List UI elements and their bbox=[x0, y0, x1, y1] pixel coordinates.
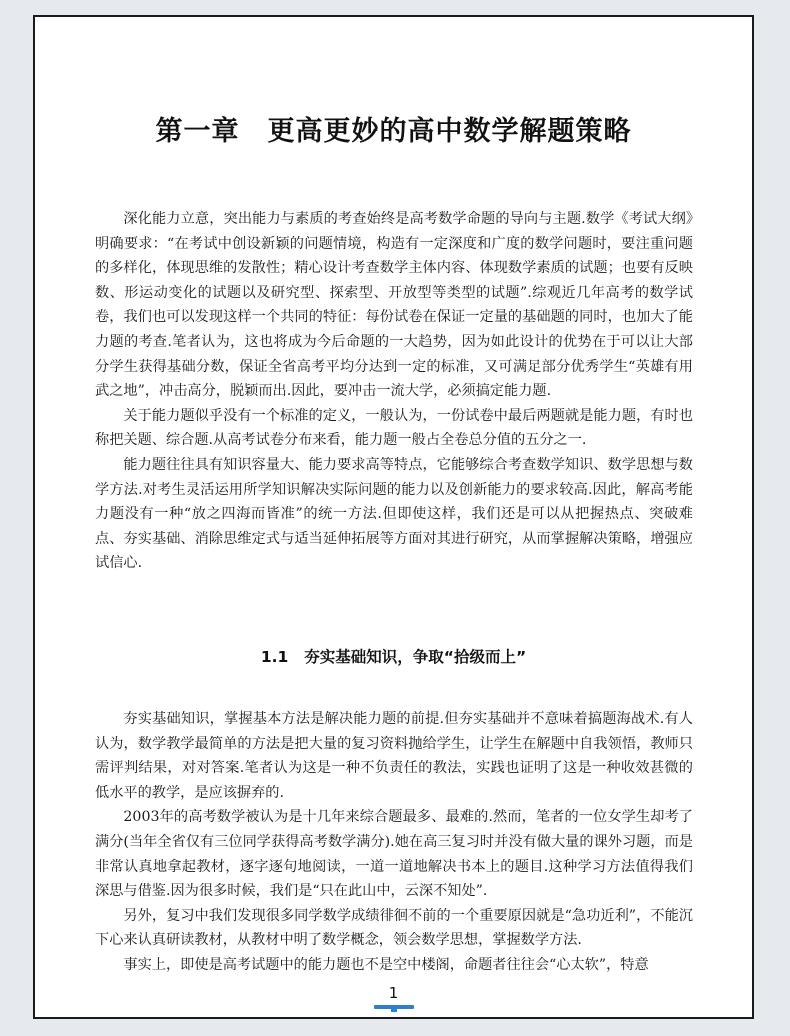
book-page bbox=[33, 15, 754, 1019]
section-text bbox=[95, 707, 693, 978]
section-number: 1.1 bbox=[260, 648, 289, 666]
paragraph: 事实上，即使是高考试题中的能力题也不是空中楼阁，命题者往往会“心太软”，特意 bbox=[123, 956, 649, 973]
paragraph: 2003年的高考数学被认为是十几年来综合题最多、最难的.然而，笔者的一位女学生却考了满分(当年全省仅有三位同学获得高考数学满分).她在高三复习时并没有做大量的课外习题，而是非常认真地拿起教材，逐字逐句地阅读，一道一道地解决书本上的题目.这种学习方法值得我们深思与借鉴.因为很多时候，我们是“只在此山中，云深不知处”. bbox=[95, 809, 693, 900]
paragraph: 夯实基础知识，掌握基本方法是解决能力题的前提.但夯实基础并不意味着搞题海战术.有人认为，数学教学最简单的方法是把大量的复习资料抛给学生，让学生在解题中自我领悟，教师只需评判结果，对对答案.笔者认为这是一种不负责任的教法，实践也证明了这是一种收效甚微的低水平的教学，是应该摒弃的. bbox=[95, 711, 693, 801]
page-number-accent-bar bbox=[374, 1005, 414, 1009]
paragraph: 深化能力立意，突出能力与素质的考查始终是高考数学命题的导向与主题.数学《考试大纲》明确要求：“在考试中创设新颖的问题情境，构造有一定深度和广度的数学问题时，要注重问题的多样化，体现思维的发散性；精心设计考查数学主体内容、体现数学素质的试题；也要有反映数、形运动变化的试题以及研究型、探索型、开放型等类型的试题”.综观近几年高考的数学试卷，我们也可以发现这样一个共同的特征：每份试卷在保证一定量的基础题的同时，也加大了能力题的考查.笔者认为，这也将成为今后命题的一大趋势，因为如此设计的优势在于可以让大部分学生获得基础分数，保证全省高考平均分达到一定的标准，又可满足部分优秀学生“英雄有用武之地”，冲击高分，脱颖而出.因此，要冲击一流大学，必须搞定能力题. bbox=[95, 211, 693, 400]
paragraph: 另外，复习中我们发现很多同学数学成绩徘徊不前的一个重要原因就是“急功近利”，不能沉下心来认真研读教材，从教材中明了数学概念，领会数学思想，掌握数学方法. bbox=[95, 907, 693, 949]
page-footer bbox=[35, 984, 752, 1009]
intro-text bbox=[95, 207, 693, 576]
paragraph: 关于能力题似乎没有一个标准的定义，一般认为，一份试卷中最后两题就是能力题，有时也称把关题、综合题.从高考试卷分布来看，能力题一般占全卷总分值的五分之一. bbox=[95, 407, 693, 449]
chapter-title: 第一章 更高更妙的高中数学解题策略 bbox=[155, 116, 632, 147]
section-title: 夯实基础知识，争取“拾级而上” bbox=[304, 648, 527, 666]
section-heading bbox=[35, 645, 752, 667]
page-number: 1 bbox=[388, 984, 399, 1002]
paragraph: 能力题往往具有知识容量大、能力要求高等特点，它能够综合考查数学知识、数学思想与数学方法.对考生灵活运用所学知识解决实际问题的能力以及创新能力的要求较高.因此，解高考能力题没有一种“放之四海而皆准”的统一方法.但即使这样，我们还是可以从把握热点、突破难点、夯实基础、消除思维定式与适当延伸拓展等方面对其进行研究，从而掌握解决策略，增强应试信心. bbox=[95, 456, 693, 572]
